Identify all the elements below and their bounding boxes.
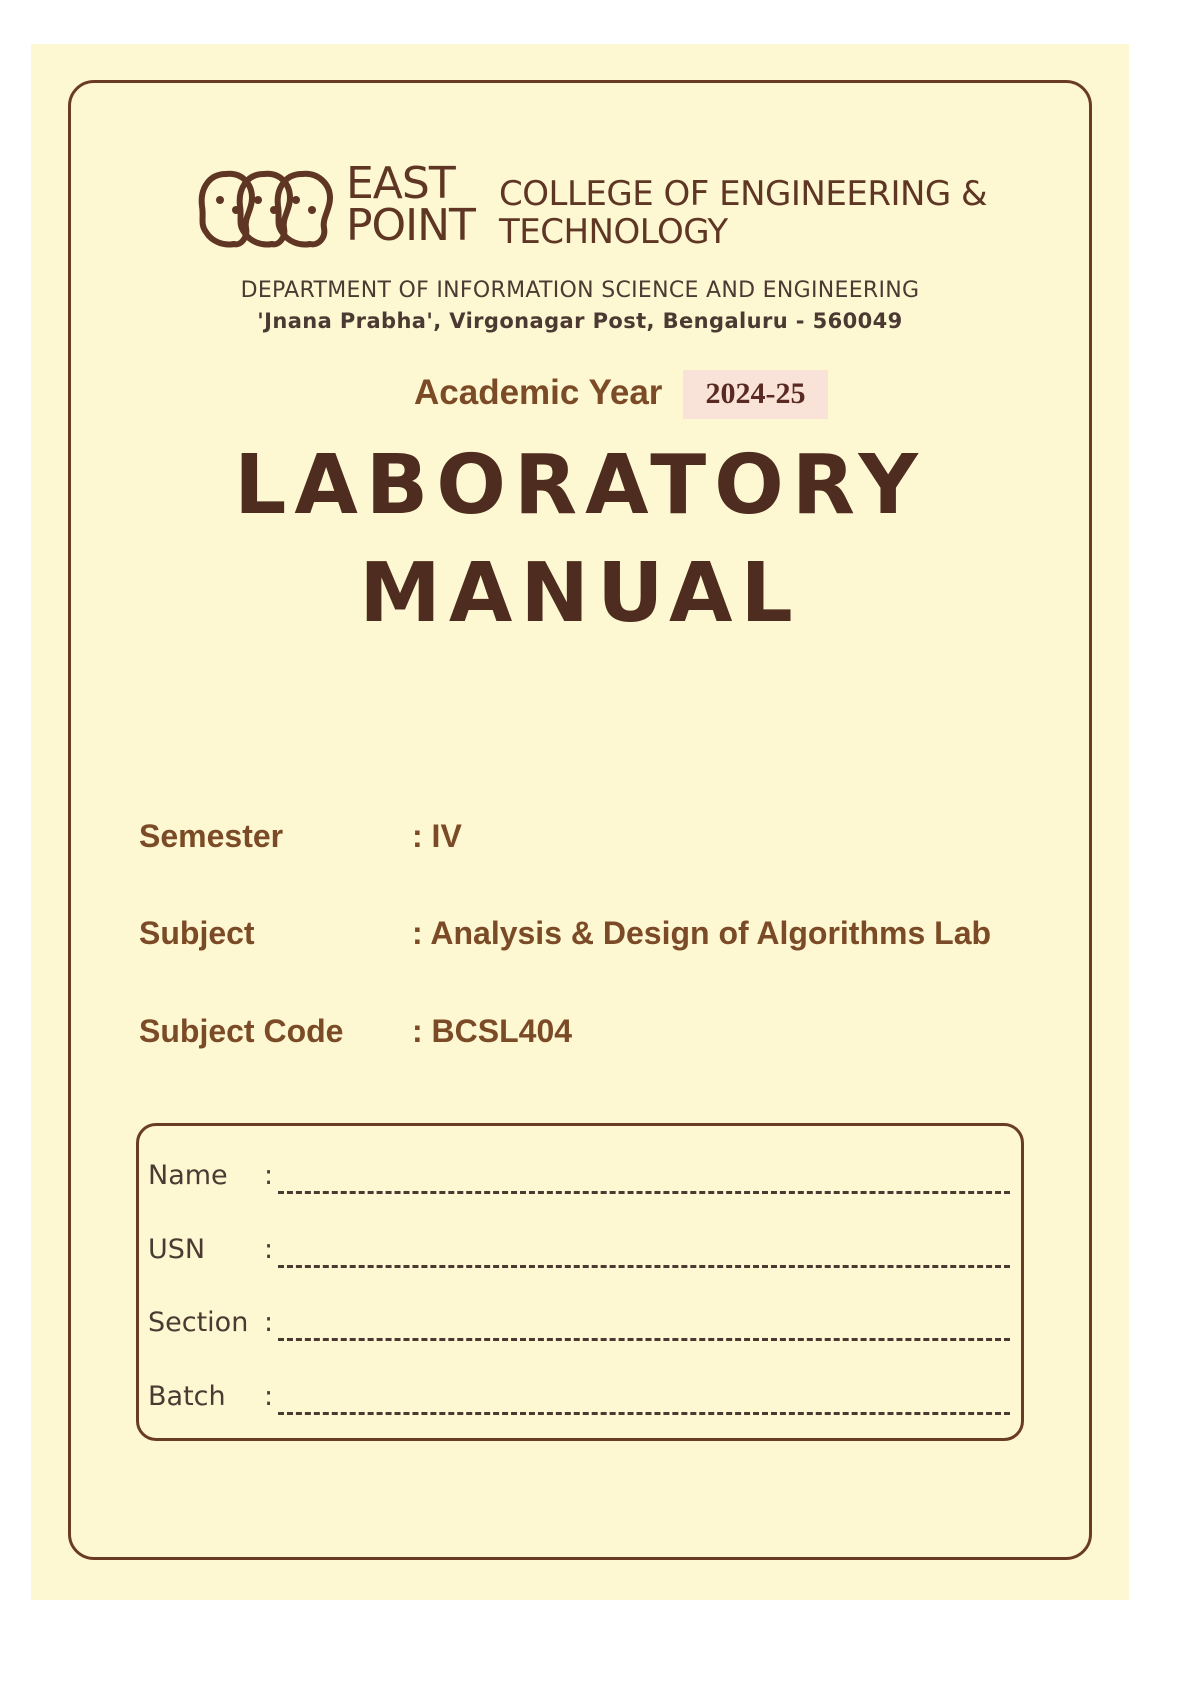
- section-field-colon: :: [264, 1307, 274, 1338]
- name-field-row: [148, 1160, 1016, 1200]
- logo-text-point: POINT: [346, 200, 475, 251]
- semester-label: Semester: [139, 818, 284, 854]
- usn-field-blank[interactable]: [278, 1265, 1010, 1268]
- name-field-label: Name: [148, 1160, 228, 1191]
- logo-text-east: EAST: [346, 158, 455, 209]
- subject-label: Subject: [139, 915, 255, 951]
- section-field-row: [148, 1307, 1016, 1347]
- college-address: 'Jnana Prabha', Virgonagar Post, Bengaluru - 560049: [257, 309, 903, 333]
- section-field-label: Section: [148, 1307, 249, 1338]
- college-name-line2: TECHNOLOGY: [499, 212, 728, 252]
- academic-year-value: 2024-25: [705, 377, 806, 410]
- semester-value: : IV: [412, 818, 462, 854]
- subject-value: : Analysis & Design of Algorithms Lab: [412, 915, 992, 951]
- faces-logo-icon: [196, 166, 336, 252]
- subject-code-value: : BCSL404: [412, 1013, 573, 1049]
- subject-code-label: Subject Code: [139, 1013, 344, 1049]
- college-name-line1: COLLEGE OF ENGINEERING &: [499, 174, 988, 214]
- manual-title-line2: MANUAL: [359, 546, 801, 641]
- department-name: DEPARTMENT OF INFORMATION SCIENCE AND ENGINEERING: [240, 278, 920, 303]
- usn-field-row: [148, 1234, 1016, 1274]
- batch-field-blank[interactable]: [278, 1412, 1010, 1415]
- manual-title-line1: LABORATORY: [234, 438, 926, 533]
- name-field-blank[interactable]: [278, 1191, 1010, 1194]
- batch-field-row: [148, 1381, 1016, 1421]
- usn-field-label: USN: [148, 1234, 206, 1265]
- college-logo: [196, 158, 1016, 254]
- batch-field-label: Batch: [148, 1381, 226, 1412]
- usn-field-colon: :: [264, 1234, 274, 1265]
- batch-field-colon: :: [264, 1381, 274, 1412]
- section-field-blank[interactable]: [278, 1338, 1010, 1341]
- academic-year-label: Academic Year: [414, 373, 663, 412]
- name-field-colon: :: [264, 1160, 274, 1191]
